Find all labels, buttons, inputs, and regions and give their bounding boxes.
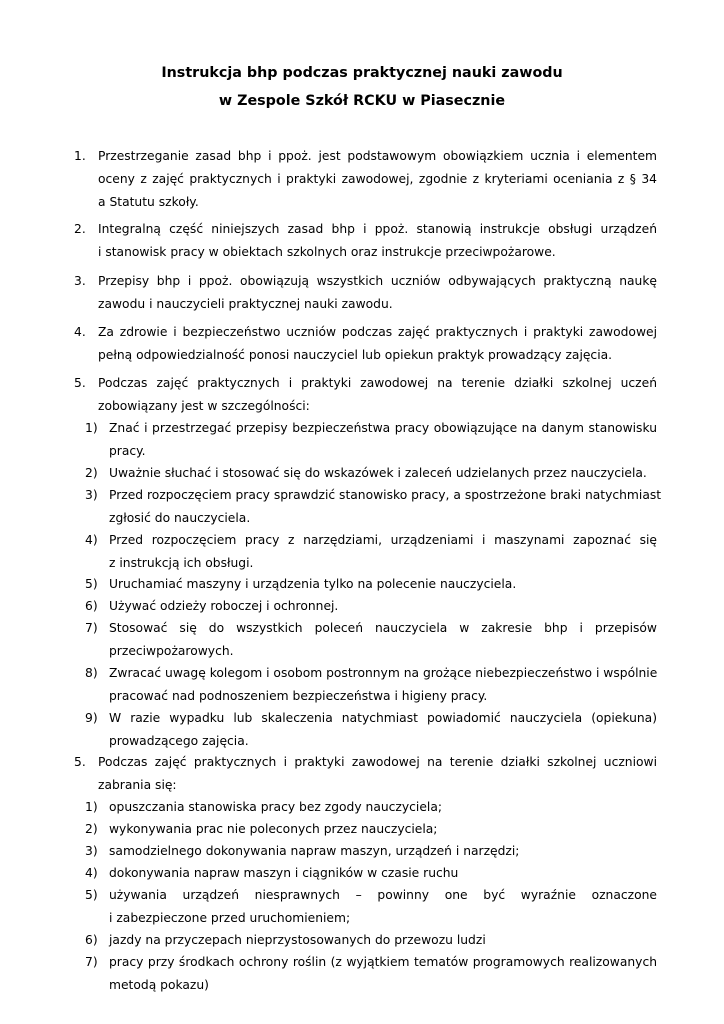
list-item-number: 2. — [74, 222, 86, 236]
text-line: zgłosić do nauczyciela. — [109, 511, 251, 525]
sub-list-item-text — [109, 951, 657, 997]
text-line: Uruchamiać maszyny i urządzenia tylko na polecenie nauczyciela. — [109, 577, 517, 591]
sub-list-item-text — [109, 417, 657, 463]
text-line: jazdy na przyczepach nieprzystosowanych do przewozu ludzi — [109, 933, 486, 947]
sub-list-item-text — [109, 484, 662, 530]
sub-list-item-number: 8) — [85, 666, 98, 680]
text-line: Za zdrowie i bezpieczeństwo uczniów podczas zajęć praktycznych i praktyki zawodowej — [98, 325, 657, 339]
text-line: oceny z zajęć praktycznych i praktyki zawodowej, zgodnie z kryteriami oceniania z § 34 — [98, 172, 657, 186]
sub-list-item-text — [109, 884, 657, 930]
text-line: i stanowisk pracy w obiektach szkolnych oraz instrukcje przeciwpożarowe. — [98, 245, 556, 259]
text-line: metodą pokazu) — [109, 978, 209, 992]
sub-list-item-number: 3) — [85, 488, 98, 502]
sub-list-item-text — [109, 840, 657, 863]
text-line: używania urządzeń niesprawnych – powinny one być wyraźnie oznaczone — [109, 888, 657, 902]
text-line: a Statutu szkoły. — [98, 195, 199, 209]
text-line: Przepisy bhp i ppoż. obowiązują wszystkich uczniów odbywających praktyczną naukę — [98, 274, 657, 288]
sub-list-item-number: 1) — [85, 800, 98, 814]
sub-list-item-number: 9) — [85, 711, 98, 725]
text-line: Podczas zajęć praktycznych i praktyki zawodowej na terenie działki szkolnej uczniowi — [98, 755, 657, 769]
text-line: zabrania się: — [98, 778, 177, 792]
sub-list-item-text — [109, 796, 657, 819]
sub-list-item-number: 7) — [85, 621, 98, 635]
text-line: Zwracać uwagę kolegom i osobom postronnym na grożące niebezpieczeństwo i wspólnie — [109, 666, 658, 680]
text-line: Stosować się do wszystkich poleceń nauczyciela w zakresie bhp i przepisów — [109, 621, 657, 635]
list-item-number: 1. — [74, 149, 86, 163]
document-title-line-1: Instrukcja bhp podczas praktycznej nauki zawodu — [161, 65, 563, 81]
sub-list-item-number: 5) — [85, 888, 98, 902]
sub-list-item-text — [109, 862, 657, 885]
sub-list-item-number: 7) — [85, 955, 98, 969]
list-item-number: 3. — [74, 274, 86, 288]
text-line: dokonywania napraw maszyn i ciągników w czasie ruchu — [109, 866, 459, 880]
list-item-text — [98, 321, 657, 367]
sub-list-item-text — [109, 662, 657, 708]
text-line: zawodu i nauczycieli praktycznej nauki zawodu. — [98, 297, 393, 311]
sub-list-item-text — [109, 573, 657, 596]
document-title-line-2: w Zespole Szkół RCKU w Piasecznie — [218, 93, 506, 109]
sub-list-item-number: 4) — [85, 866, 98, 880]
text-line: Przestrzeganie zasad bhp i ppoż. jest podstawowym obowiązkiem ucznia i elementem — [98, 149, 657, 163]
sub-list-item-text — [109, 929, 657, 952]
list-item-number: 4. — [74, 325, 86, 339]
sub-list-item-number: 2) — [85, 822, 98, 836]
text-line: samodzielnego dokonywania napraw maszyn, urządzeń i narzędzi; — [109, 844, 520, 858]
sub-list-item-number: 6) — [85, 599, 98, 613]
list-item-text — [98, 751, 657, 797]
sub-list-item-number: 3) — [85, 844, 98, 858]
text-line: pracy przy środkach ochrony roślin (z wyjątkiem tematów programowych realizowanych — [109, 955, 657, 969]
list-item-number: 5. — [74, 376, 86, 390]
sub-list-item-text — [109, 595, 657, 618]
sub-list-item-number: 4) — [85, 533, 98, 547]
text-line: i zabezpieczone przed uruchomieniem; — [109, 911, 351, 925]
text-line: Znać i przestrzegać przepisy bezpieczeństwa pracy obowiązujące na danym stanowisku — [109, 421, 657, 435]
text-line: Przed rozpoczęciem pracy sprawdzić stanowisko pracy, a spostrzeżone braki natychmiast — [109, 488, 662, 502]
list-item-text — [98, 218, 657, 264]
list-item-number: 5. — [74, 755, 86, 769]
text-line: zobowiązany jest w szczególności: — [98, 399, 310, 413]
sub-list-item-number: 2) — [85, 466, 98, 480]
sub-list-item-number: 5) — [85, 577, 98, 591]
sub-list-item-text — [109, 529, 657, 575]
text-line: Używać odzieży roboczej i ochronnej. — [109, 599, 339, 613]
list-item-text — [98, 372, 657, 418]
sub-list-item-text — [109, 818, 657, 841]
text-line: Przed rozpoczęciem pracy z narzędziami, urządzeniami i maszynami zapoznać się — [109, 533, 657, 547]
sub-list-item-text — [109, 617, 657, 663]
text-line: pracować nad podnoszeniem bezpieczeństwa i higieny pracy. — [109, 689, 488, 703]
text-line: przeciwpożarowych. — [109, 644, 234, 658]
list-item-text — [98, 270, 657, 316]
text-line: wykonywania prac nie poleconych przez nauczyciela; — [109, 822, 438, 836]
text-line: pełną odpowiedzialność ponosi nauczyciel lub opiekun praktyk prowadzący zajęcia. — [98, 348, 613, 362]
sub-list-item-text — [109, 707, 657, 753]
text-line: Integralną część niniejszych zasad bhp i ppoż. stanowią instrukcje obsługi urządzeń — [98, 222, 657, 236]
text-line: z instrukcją ich obsługi. — [109, 556, 254, 570]
text-line: Uważnie słuchać i stosować się do wskazówek i zaleceń udzielanych przez nauczyciela. — [109, 466, 647, 480]
text-line: prowadzącego zajęcia. — [109, 734, 249, 748]
sub-list-item-number: 1) — [85, 421, 98, 435]
text-line: pracy. — [109, 444, 146, 458]
text-line: Podczas zajęć praktycznych i praktyki zawodowej na terenie działki szkolnej uczeń — [98, 376, 657, 390]
text-line: W razie wypadku lub skaleczenia natychmiast powiadomić nauczyciela (opiekuna) — [109, 711, 657, 725]
text-line: opuszczania stanowiska pracy bez zgody nauczyciela; — [109, 800, 443, 814]
sub-list-item-text — [109, 462, 657, 485]
sub-list-item-number: 6) — [85, 933, 98, 947]
list-item-text — [98, 145, 657, 214]
